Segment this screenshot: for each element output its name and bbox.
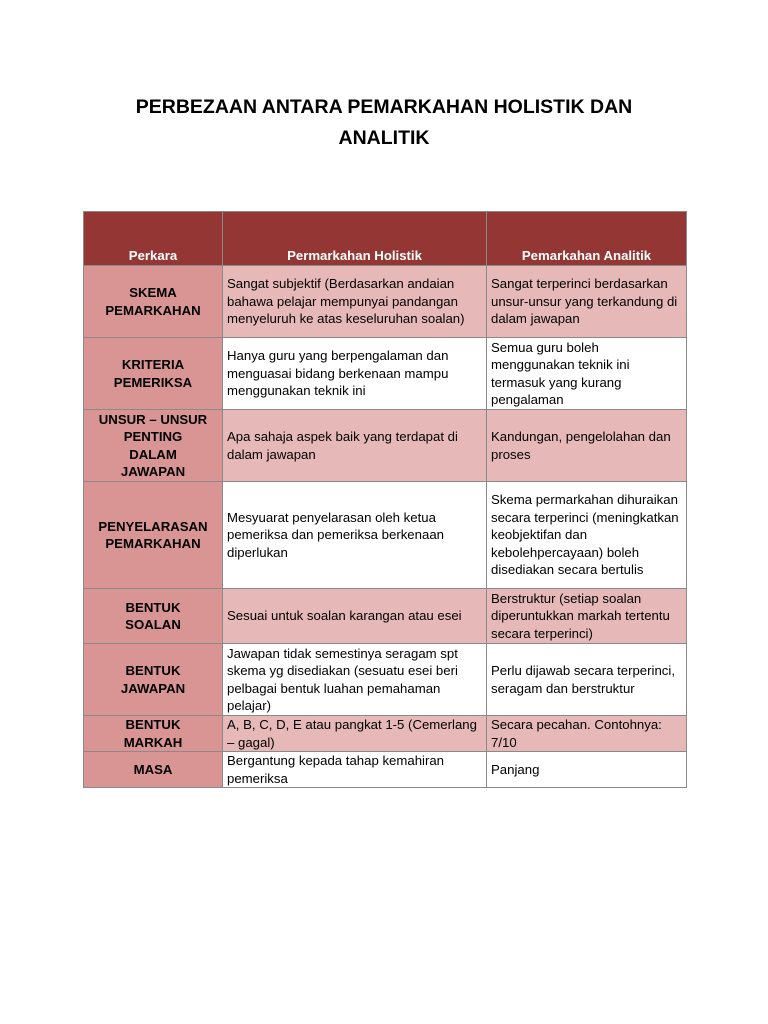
analytic-cell: Skema permarkahan dihuraikan secara terperinci (meningkatkan keobjektifan dan kebolehpercayaan) boleh disediakan secara bertulis xyxy=(487,482,687,589)
holistic-cell: A, B, C, D, E atau pangkat 1-5 (Cemerlang – gagal) xyxy=(223,716,487,752)
criterion-cell xyxy=(84,266,223,338)
holistic-cell: Hanya guru yang berpengalaman dan menguasai bidang berkenaan mampu menggunakan teknik ini xyxy=(223,338,487,410)
criterion-cell xyxy=(84,410,223,482)
table-header xyxy=(84,212,687,266)
criterion-line: BENTUK xyxy=(125,599,181,615)
holistic-cell: Bergantung kepada tahap kemahiran pemeriksa xyxy=(223,752,487,788)
criterion-cell xyxy=(84,716,223,752)
holistic-cell: Jawapan tidak semestinya seragam spt skema yg disediakan (sesuatu esei beri pelbagai bentuk luahan pemahaman pelajar) xyxy=(223,644,487,716)
criterion-line: PENTING xyxy=(123,429,183,444)
criterion-line: BENTUK xyxy=(125,663,181,678)
table-body xyxy=(84,266,687,788)
header-row xyxy=(84,212,687,266)
holistic-cell: Mesyuarat penyelarasan oleh ketua pemeriksa dan pemeriksa berkenaan diperlukan xyxy=(223,482,487,589)
table-row xyxy=(84,482,687,589)
criterion-line: MARKAH xyxy=(123,734,183,750)
analytic-cell: Sangat terperinci berdasarkan unsur-unsur yang terkandung di dalam jawapan xyxy=(487,266,687,338)
table-row xyxy=(84,410,687,482)
criterion-line: PEMERIKSA xyxy=(113,374,193,390)
holistic-cell: Apa sahaja aspek baik yang terdapat di dalam jawapan xyxy=(223,410,487,482)
criterion-line: MASA xyxy=(133,761,173,777)
analytic-cell: Semua guru boleh menggunakan teknik ini termasuk yang kurang pengalaman xyxy=(487,338,687,410)
table-row xyxy=(84,589,687,644)
analytic-cell: Panjang xyxy=(487,752,687,788)
holistic-cell: Sangat subjektif (Berdasarkan andaian bahawa pelajar mempunyai pandangan menyeluruh ke atas keseluruhan soalan) xyxy=(223,266,487,338)
criterion-cell xyxy=(84,338,223,410)
page-title-line-2: ANALITIK xyxy=(338,127,430,149)
criterion-line: BENTUK xyxy=(125,717,181,732)
header-holistic: Permarkahan Holistik xyxy=(223,212,487,266)
table-row xyxy=(84,644,687,716)
header-analytic: Pemarkahan Analitik xyxy=(487,212,687,266)
criterion-cell xyxy=(84,482,223,589)
holistic-cell: Sesuai untuk soalan karangan atau esei xyxy=(223,589,487,644)
analytic-cell: Kandungan, pengelolahan dan proses xyxy=(487,410,687,482)
page-title-line-1: PERBEZAAN ANTARA PEMARKAHAN HOLISTIK DAN xyxy=(135,96,633,118)
criterion-line: SOALAN xyxy=(125,617,181,632)
table-row xyxy=(84,338,687,410)
analytic-cell: Secara pecahan. Contohnya: 7/10 xyxy=(487,716,687,752)
page-title xyxy=(60,92,708,154)
criterion-line: PEMARKAHAN xyxy=(105,302,201,318)
comparison-table xyxy=(83,211,687,788)
criterion-line: DALAM xyxy=(129,446,177,462)
criterion-cell xyxy=(84,644,223,716)
criterion-line: KRITERIA xyxy=(121,357,185,372)
criterion-line: JAWAPAN xyxy=(120,680,186,696)
criterion-line: PENYELARASAN xyxy=(98,518,208,534)
criterion-line: UNSUR – UNSUR xyxy=(98,411,208,427)
header-perkara: Perkara xyxy=(84,212,223,266)
criterion-line: PEMARKAHAN xyxy=(105,536,201,551)
criterion-cell xyxy=(84,752,223,788)
analytic-cell: Berstruktur (setiap soalan diperuntukkan markah tertentu secara terperinci) xyxy=(487,589,687,644)
table-row xyxy=(84,716,687,752)
criterion-line: JAWAPAN xyxy=(120,464,186,479)
table-row xyxy=(84,752,687,788)
criterion-cell xyxy=(84,589,223,644)
analytic-cell: Perlu dijawab secara terperinci, seragam dan berstruktur xyxy=(487,644,687,716)
criterion-line: SKEMA xyxy=(129,285,177,300)
table-row xyxy=(84,266,687,338)
